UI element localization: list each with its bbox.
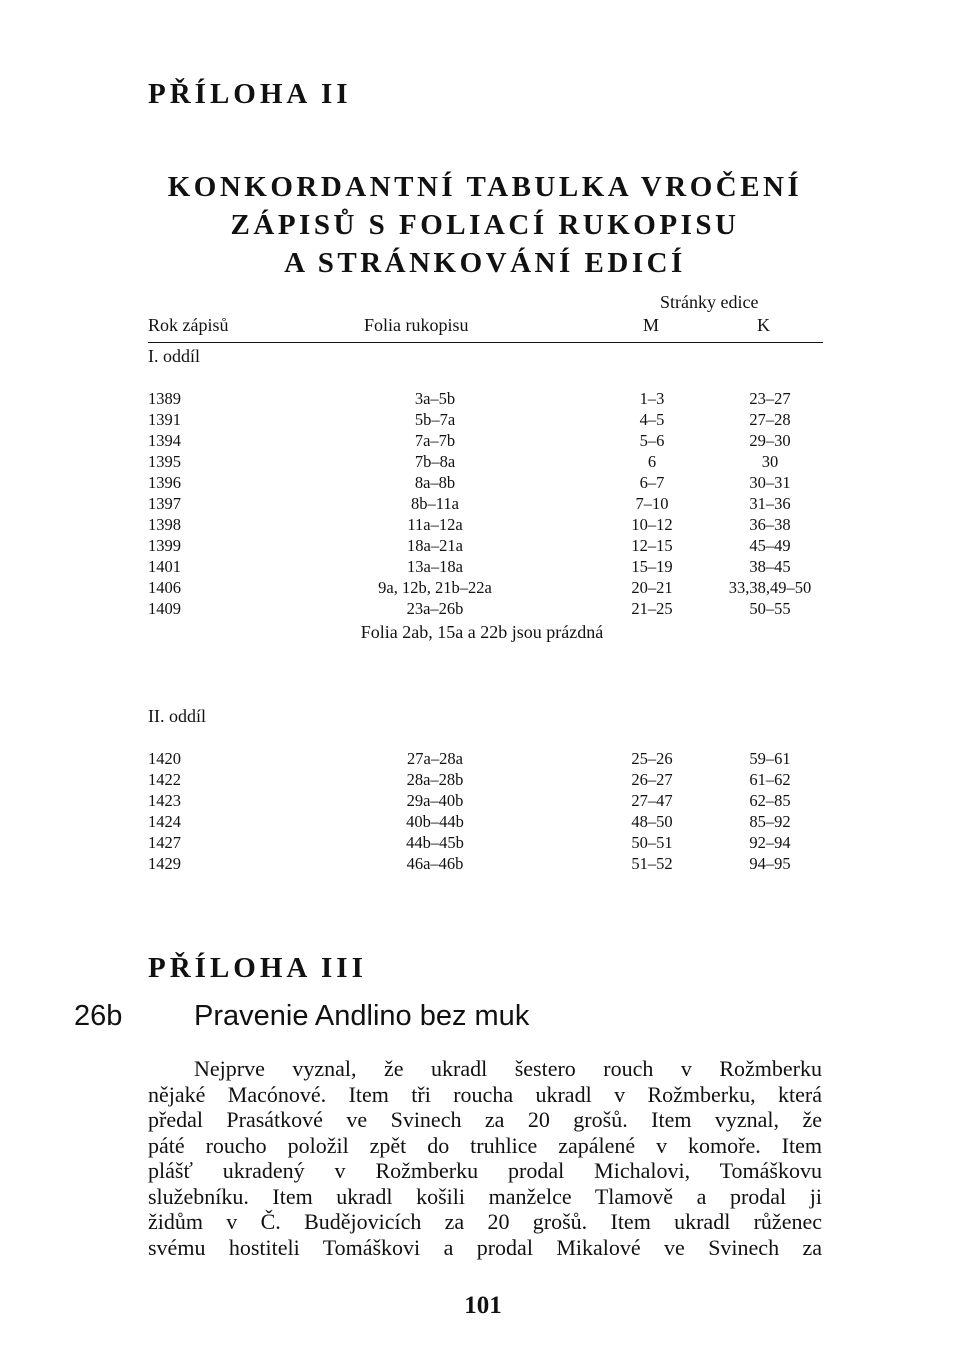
- cell-m: 20–21: [631, 578, 673, 597]
- paragraph-line: plášť ukradený v Rožmberku prodal Michalovi, Tomáškovu: [148, 1158, 822, 1183]
- cell-m: 6: [647, 452, 657, 471]
- table-row: [0, 452, 960, 473]
- header-rule: [148, 342, 823, 343]
- table-row: [0, 749, 960, 770]
- table-row: [0, 410, 960, 431]
- cell-folia: 7b–8a: [414, 452, 456, 471]
- table-row: [0, 515, 960, 536]
- cell-m: 25–26: [631, 749, 673, 768]
- table-row: [0, 599, 960, 620]
- cell-m: 7–10: [635, 494, 669, 513]
- cell-m: 6–7: [639, 473, 665, 492]
- cell-year: 1397: [148, 494, 181, 513]
- cell-k: 59–61: [749, 749, 791, 768]
- cell-k: 30: [761, 452, 779, 471]
- paragraph-line: židům v Č. Budějovicích za 20 grošů. Item ukradl růženec: [148, 1209, 822, 1234]
- table-row: [0, 557, 960, 578]
- cell-k: 92–94: [749, 833, 791, 852]
- table-row: [0, 473, 960, 494]
- cell-folia: 7a–7b: [414, 431, 456, 450]
- cell-m: 4–5: [639, 410, 665, 429]
- cell-year: 1399: [148, 536, 181, 555]
- cell-year: 1401: [148, 557, 181, 576]
- cell-year: 1396: [148, 473, 181, 492]
- cell-year: 1389: [148, 389, 181, 408]
- cell-year: 1398: [148, 515, 181, 534]
- column-header-folia: Folia rukopisu: [364, 315, 469, 335]
- cell-k: 50–55: [749, 599, 791, 618]
- cell-k: 30–31: [749, 473, 791, 492]
- cell-k: 36–38: [749, 515, 791, 534]
- paragraph-line: služebníku. Item ukradl košili manželce Tlamově a prodal ji: [148, 1183, 822, 1209]
- cell-folia: 29a–40b: [406, 791, 464, 810]
- column-header-year: Rok zápisů: [148, 315, 229, 335]
- cell-k: 38–45: [749, 557, 791, 576]
- body-paragraph: [148, 1056, 822, 1260]
- table-title: [140, 168, 830, 282]
- cell-year: 1406: [148, 578, 181, 597]
- cell-folia: 23a–26b: [406, 599, 464, 618]
- text-title: Pravenie Andlino bez muk: [194, 1000, 530, 1032]
- column-header-k: K: [757, 315, 770, 335]
- table-row: [0, 833, 960, 854]
- cell-year: 1420: [148, 749, 181, 768]
- cell-folia: 8a–8b: [414, 473, 456, 492]
- cell-year: 1394: [148, 431, 181, 450]
- cell-m: 26–27: [631, 770, 673, 789]
- cell-folia: 5b–7a: [414, 410, 456, 429]
- table-row: [0, 494, 960, 515]
- cell-m: 21–25: [631, 599, 673, 618]
- appendix-2-heading: PŘÍLOHA II: [148, 78, 352, 110]
- table-row: [0, 854, 960, 875]
- cell-folia: 27a–28a: [407, 749, 463, 768]
- table-row: [0, 578, 960, 599]
- cell-k: 62–85: [749, 791, 791, 810]
- table-row: [0, 812, 960, 833]
- table-row: [0, 389, 960, 410]
- table-title-line-3: A STRÁNKOVÁNÍ EDICÍ: [284, 247, 686, 279]
- cell-m: 51–52: [631, 854, 673, 873]
- cell-year: 1427: [148, 833, 181, 852]
- cell-year: 1429: [148, 854, 181, 873]
- cell-folia: 11a–12a: [407, 515, 463, 534]
- cell-m: 5–6: [639, 431, 665, 450]
- cell-year: 1409: [148, 599, 181, 618]
- cell-year: 1424: [148, 812, 181, 831]
- paragraph-line: Nejprve vyznal, že ukradl šestero rouch v Rožmberku: [194, 1056, 822, 1081]
- cell-m: 10–12: [631, 515, 673, 534]
- cell-k: 94–95: [749, 854, 791, 873]
- paragraph-line: předal Prasátkové ve Svinech za 20 grošů. Item vyznal, že: [148, 1107, 822, 1132]
- cell-k: 23–27: [749, 389, 791, 408]
- cell-folia: 13a–18a: [407, 557, 463, 576]
- cell-k: 29–30: [749, 431, 791, 450]
- paragraph-line: páté roucho položil zpět do truhlice zapálené v komoře. Item: [148, 1132, 822, 1158]
- cell-folia: 46a–46b: [406, 854, 464, 873]
- cell-folia: 8b–11a: [411, 494, 459, 513]
- cell-year: 1423: [148, 791, 181, 810]
- table-row: [0, 536, 960, 557]
- cell-m: 15–19: [631, 557, 673, 576]
- cell-folia: 9a, 12b, 21b–22a: [378, 578, 492, 597]
- cell-m: 48–50: [631, 812, 673, 831]
- section-2-label: II. oddíl: [148, 706, 206, 726]
- table-title-line-2: ZÁPISŮ S FOLIACÍ RUKOPISU: [230, 209, 740, 241]
- table-row: [0, 770, 960, 791]
- empty-folia-note: Folia 2ab, 15a a 22b jsou prázdná: [360, 622, 604, 642]
- table-title-line-1: KONKORDANTNÍ TABULKA VROČENÍ: [167, 171, 803, 203]
- cell-m: 50–51: [631, 833, 673, 852]
- cell-folia: 28a–28b: [406, 770, 464, 789]
- column-header-m: M: [643, 315, 660, 335]
- paragraph-line: nějaké Macónové. Item tři roucha ukradl v Rožmberku, která: [148, 1081, 822, 1107]
- table-row: [0, 431, 960, 452]
- cell-k: 31–36: [749, 494, 791, 513]
- page-number: 101: [464, 1292, 502, 1319]
- cell-folia: 18a–21a: [407, 536, 463, 555]
- column-header-edition-group: Stránky edice: [660, 292, 759, 312]
- cell-k: 27–28: [749, 410, 791, 429]
- cell-folia: 40b–44b: [406, 812, 464, 831]
- cell-k: 61–62: [749, 770, 791, 789]
- cell-m: 12–15: [631, 536, 673, 555]
- section-1-label: I. oddíl: [148, 346, 200, 366]
- cell-year: 1395: [148, 452, 181, 471]
- cell-year: 1422: [148, 770, 181, 789]
- cell-k: 45–49: [749, 536, 791, 555]
- paragraph-line: svému hostiteli Tomáškovi a prodal Mikalové ve Svinech za: [148, 1234, 822, 1260]
- cell-year: 1391: [148, 410, 181, 429]
- cell-k: 85–92: [749, 812, 791, 831]
- table-row: [0, 791, 960, 812]
- cell-k: 33,38,49–50: [728, 578, 812, 597]
- cell-folia: 44b–45b: [406, 833, 464, 852]
- cell-m: 27–47: [631, 791, 673, 810]
- appendix-3-heading: PŘÍLOHA III: [148, 952, 367, 984]
- cell-m: 1–3: [639, 389, 665, 408]
- folio-margin-reference: 26b: [74, 1000, 123, 1032]
- cell-folia: 3a–5b: [414, 389, 456, 408]
